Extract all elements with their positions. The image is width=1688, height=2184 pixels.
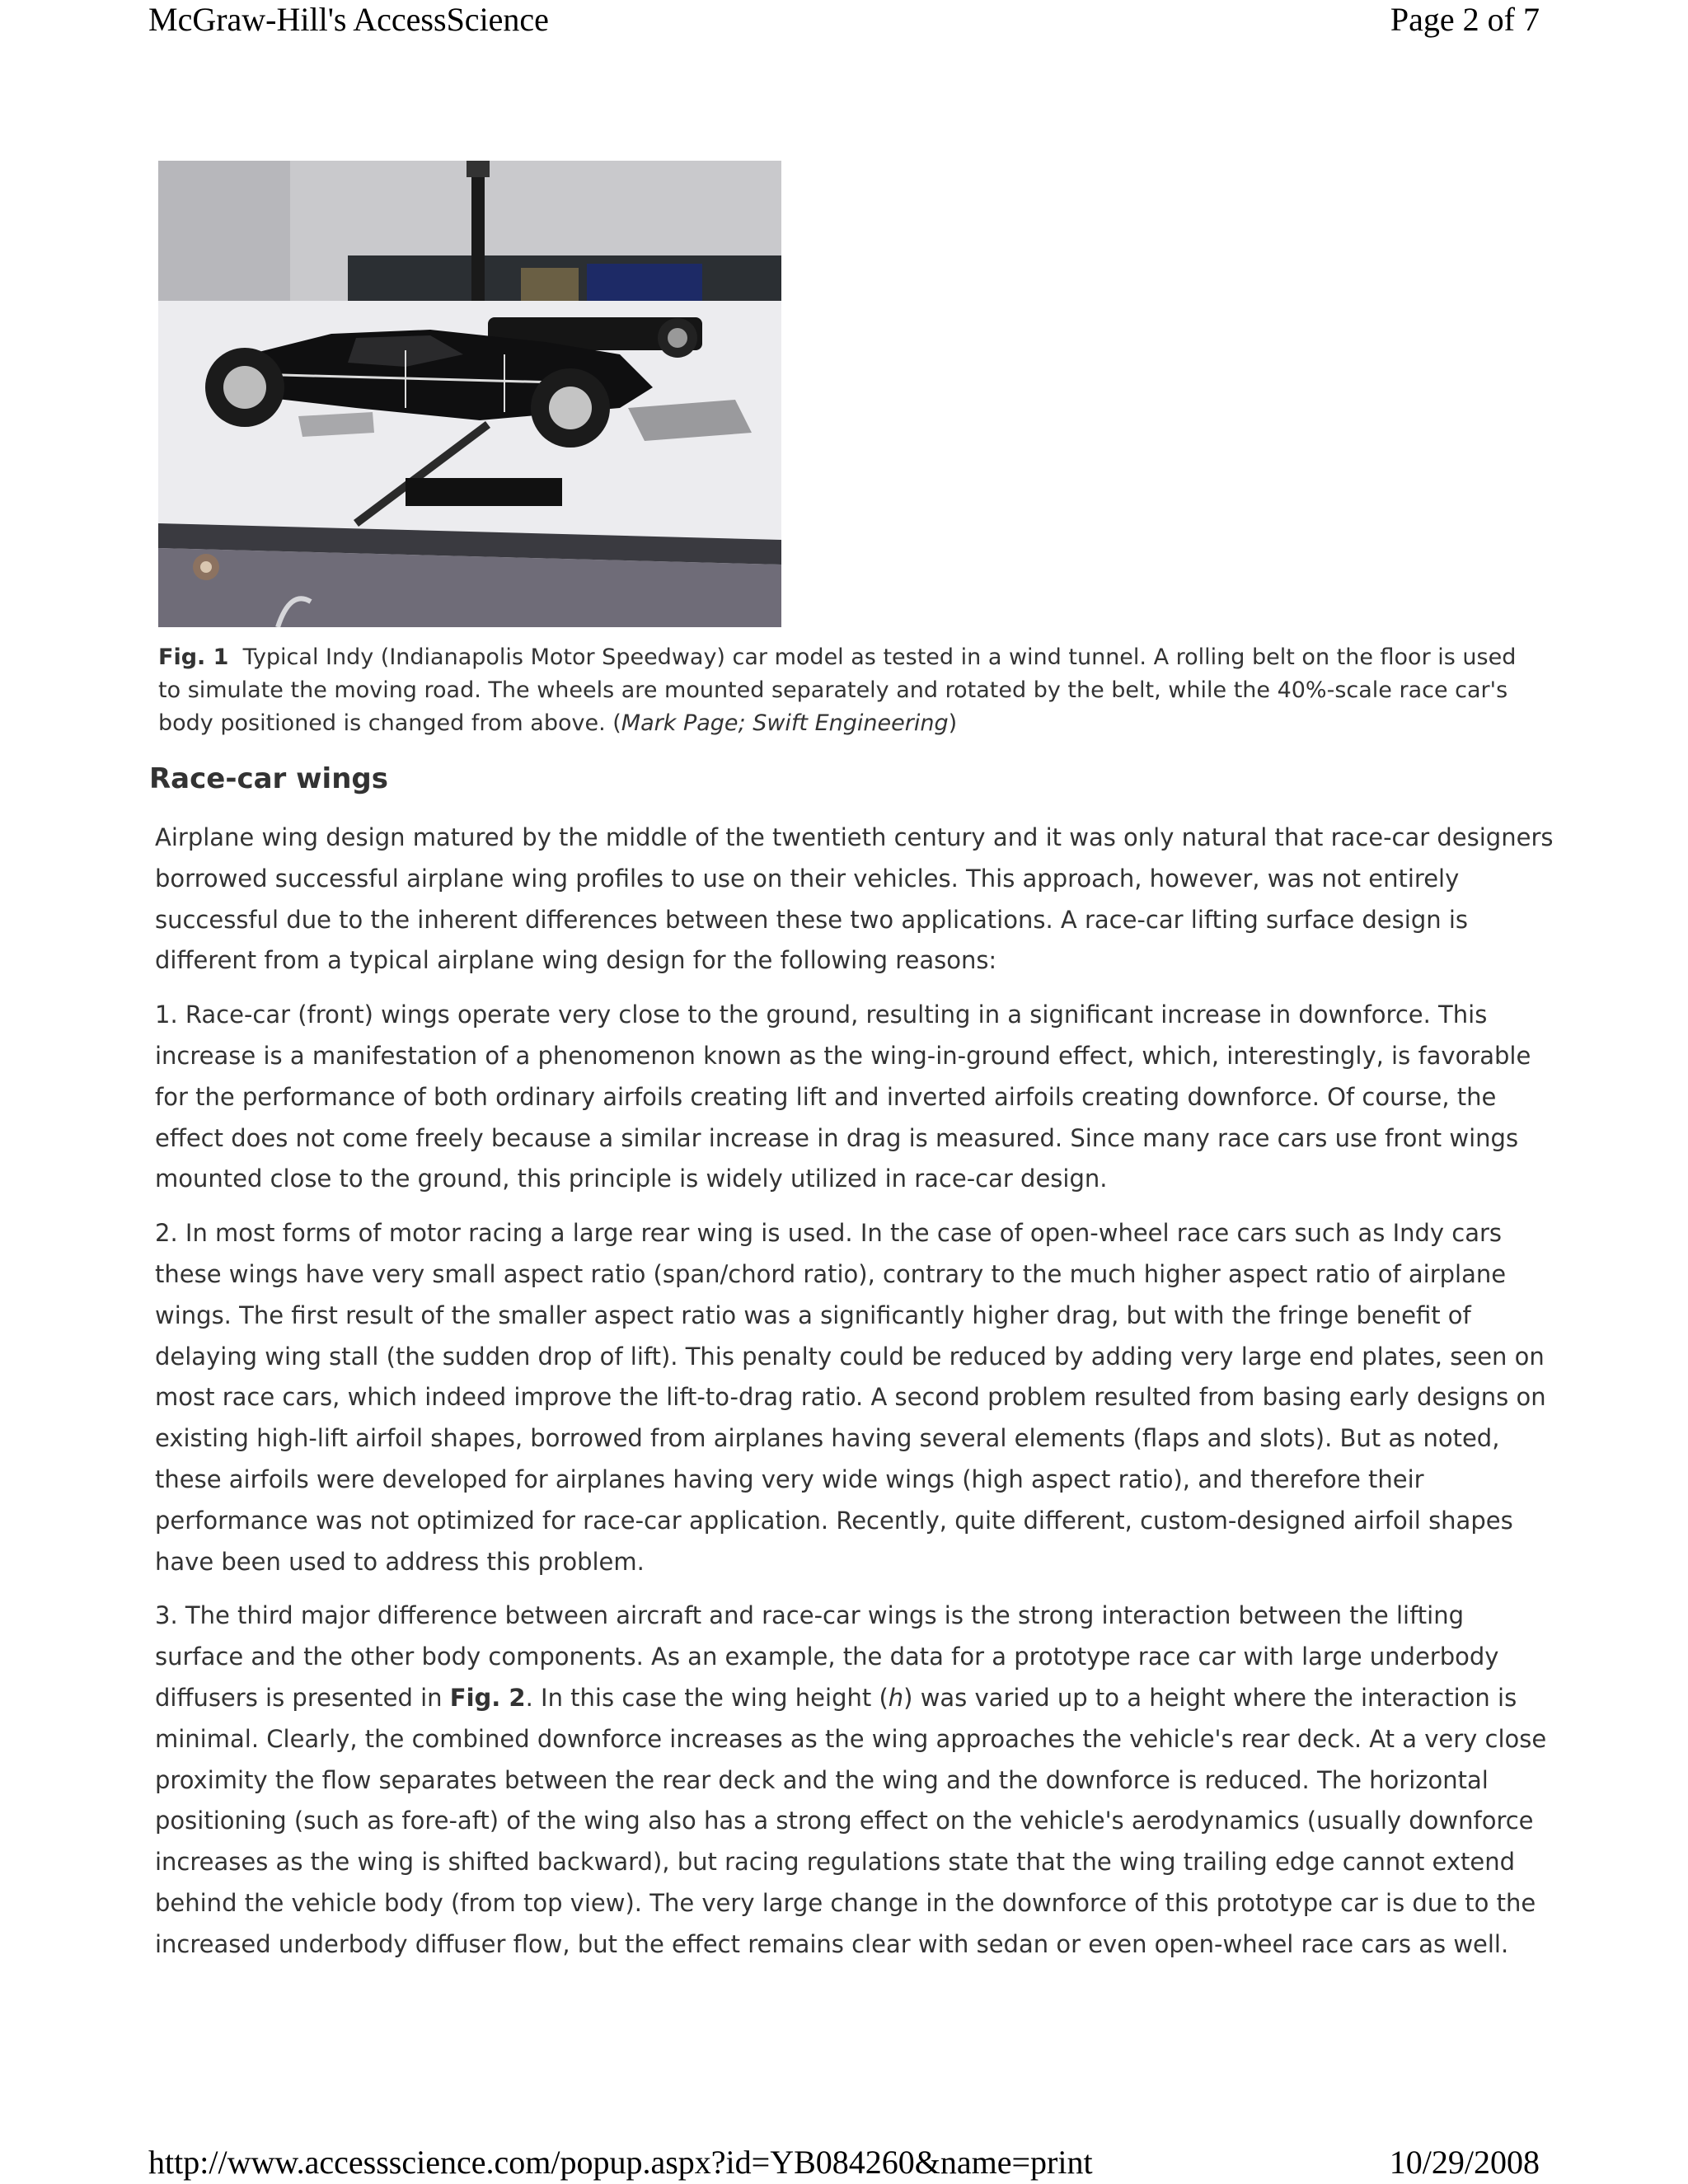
point-3-text-c: ) was varied up to a height where the interaction is minimal. Clearly, the combined downforce increases as the wing approaches the vehicle's rear deck. At a very close proximity the flow separates between the rear deck and the wing and the downforce is reduced. The horizontal positioning (such as fore-aft) of the wing also has a strong effect on the vehicle's aerodynamics (usually downforce increases as the wing is shifted backward), but racing regulations state that the wing trailing edge cannot extend behind the vehicle body (from top view). The very large change in the downforce of this prototype car is due to the increased underbody diffuser flow, but the effect remains clear with sedan or even open-wheel race cars as well. [155,1683,1547,1958]
point-3-paragraph [155,1596,1556,1965]
header-source: McGraw-Hill's AccessScience [148,1,549,38]
point-3-text-b: . In this case the wing height ( [525,1683,889,1712]
figure-credit: Mark Page; Swift Engineering [621,710,949,736]
intro-paragraph: Airplane wing design matured by the middle of the twentieth century and it was only natural that race-car designers borrowed successful airplane wing profiles to use on their vehicles. This approach, however, was not entirely successful due to the inherent differences between these two applications. A race-car lifting surface design is different from a typical airplane wing design for the following reasons: [155,823,1554,975]
fig-2-reference[interactable]: Fig. 2 [449,1683,526,1712]
figure-1-caption [158,641,1543,740]
article-body [155,818,1556,1979]
figure-caption-text: Typical Indy (Indianapolis Motor Speedway) car model as tested in a wind tunnel. A rolling belt on the floor is used to simulate the moving road. The wheels are mounted separately and rotated by the belt, while the 40%-scale race car's body positioned is changed from above. ( [158,644,1517,736]
height-variable: h [888,1683,904,1712]
footer-date: 10/29/2008 [1389,2144,1540,2181]
figure-caption-end: ) [948,710,958,736]
point-2-paragraph: 2. In most forms of motor racing a large rear wing is used. In the case of open-wheel race cars such as Indy cars these wings have very small aspect ratio (span/chord ratio), contrary to the much higher aspect ratio of airplane wings. The first result of the smaller aspect ratio was a significantly higher drag, but with the fringe benefit of delaying wing stall (the sudden drop of lift). This penalty could be reduced by adding very large end plates, seen on most race cars, which indeed improve the lift-to-drag ratio. A second problem resulted from basing early designs on existing high-lift airfoil shapes, borrowed from airplanes having several elements (flaps and slots). But as noted, these airfoils were developed for airplanes having very wide wings (high aspect ratio), and therefore their performance was not optimized for race-car application. Recently, quite different, custom-designed airfoil shapes have been used to address this problem. [155,1219,1546,1576]
header-page-number: Page 2 of 7 [1390,1,1540,38]
footer-url: http://www.accessscience.com/popup.aspx?id=YB084260&name=print [148,2144,1093,2181]
figure-1-photo [158,161,781,627]
point-3-text-a: 3. The third major difference between aircraft and race-car wings is the strong interaction between the lifting surface and the other body components. As an example, the data for a prototype race car with large underbody diffusers is presented in [155,1601,1499,1712]
figure-label: Fig. 1 [158,644,229,670]
section-title: Race-car wings [149,762,388,795]
point-1-paragraph: 1. Race-car (front) wings operate very close to the ground, resulting in a significant increase in downforce. This increase is a manifestation of a phenomenon known as the wing-in-ground effect, which, interestingly, is favorable for the performance of both ordinary airfoils creating lift and inverted airfoils creating downforce. Of course, the effect does not come freely because a similar increase in drag is measured. Since many race cars use front wings mounted close to the ground, this principle is widely utilized in race-car design. [155,1001,1531,1193]
